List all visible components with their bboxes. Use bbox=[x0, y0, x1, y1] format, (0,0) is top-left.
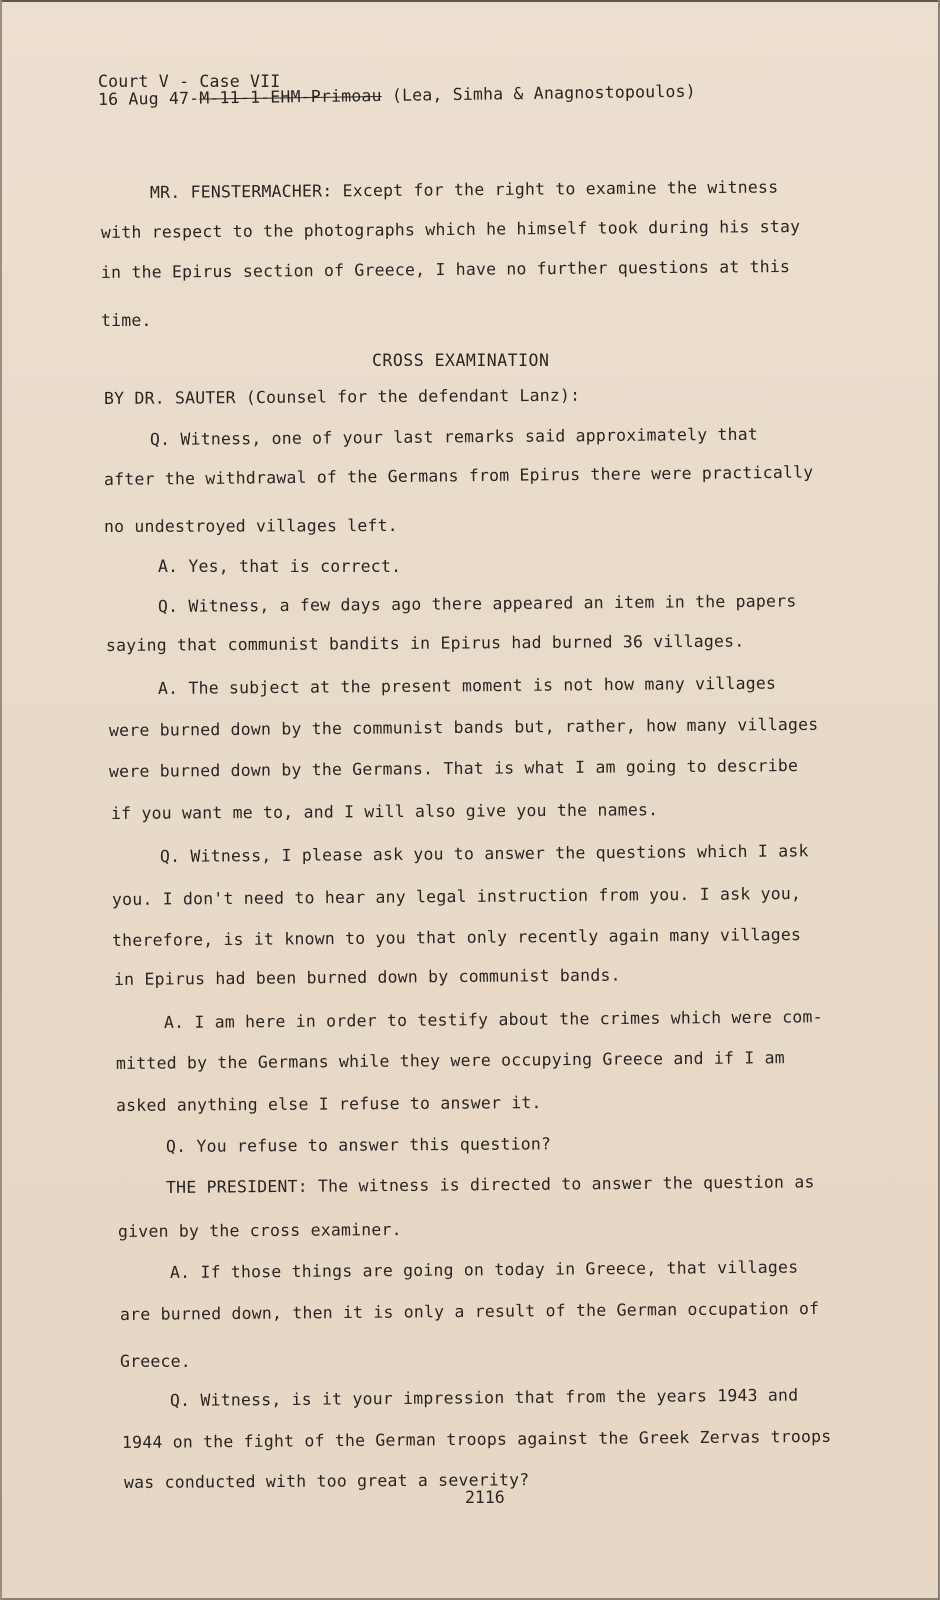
page-number: 2116 bbox=[465, 1488, 505, 1507]
transcript-line: asked anything else I refuse to answer it. bbox=[115, 1093, 542, 1115]
transcript-line: THE PRESIDENT: The witness is directed to answer the question as bbox=[165, 1172, 815, 1197]
transcript-line: saying that communist bandits in Epirus had burned 36 villages. bbox=[105, 631, 745, 655]
transcript-line: in the Epirus section of Greece, I have no further questions at this bbox=[100, 256, 791, 282]
transcript-line: BY DR. SAUTER (Counsel for the defendant Lanz): bbox=[103, 385, 581, 408]
transcript-line: in Epirus had been burned down by communist bands. bbox=[113, 965, 621, 989]
header-court-case: Court V - Case VII bbox=[98, 72, 281, 91]
transcript-line: after the withdrawal of the Germans from Epirus there were practically bbox=[103, 462, 814, 489]
transcript-line: no undestroyed villages left. bbox=[103, 515, 398, 536]
transcript-line: A. I am here in order to testify about the crimes which were com- bbox=[163, 1007, 823, 1032]
transcript-line: A. Yes, that is correct. bbox=[158, 557, 402, 576]
transcript-line: Q. Witness, I please ask you to answer the questions which I ask bbox=[159, 841, 809, 866]
header-date: 16 Aug 47- bbox=[97, 88, 200, 109]
transcript-line: A. The subject at the present moment is not how many villages bbox=[157, 673, 777, 698]
transcript-line: Greece. bbox=[120, 1352, 191, 1371]
transcript-line: therefore, is it known to you that only recently again many villages bbox=[111, 924, 802, 950]
transcript-line: were burned down by the Germans. That is what I am going to describe bbox=[108, 755, 799, 781]
transcript-line: you. I don't need to hear any legal instruction from you. I ask you, bbox=[111, 883, 802, 909]
transcript-line: Q. Witness, is it your impression that from the years 1943 and bbox=[169, 1385, 799, 1410]
transcript-line: was conducted with too great a severity? bbox=[123, 1470, 530, 1492]
transcript-line: time. bbox=[101, 311, 152, 330]
transcript-line: 1944 on the fight of the German troops against the Greek Zervas troops bbox=[121, 1426, 832, 1452]
transcript-line: Q. You refuse to answer this question? bbox=[165, 1134, 552, 1156]
page-edge-left bbox=[0, 0, 2, 1600]
transcript-line: are burned down, then it is only a result of the German occupation of bbox=[119, 1298, 820, 1324]
header-struck-code: M-11-1-EHM-Primoau bbox=[199, 86, 382, 108]
transcript-line: mitted by the Germans while they were occupying Greece and if I am bbox=[115, 1048, 785, 1073]
transcript-line: with respect to the photographs which he himself took during his stay bbox=[100, 216, 801, 242]
page-edge-top bbox=[0, 0, 940, 2]
transcript-line: Q. Witness, one of your last remarks said approximately that bbox=[149, 424, 759, 449]
transcript-line: were burned down by the communist bands but, rather, how many villages bbox=[108, 714, 819, 740]
section-heading: CROSS EXAMINATION bbox=[372, 351, 550, 370]
transcript-line: if you want me to, and I will also give you the names. bbox=[110, 800, 659, 823]
transcript-line: A. If those things are going on today in Greece, that villages bbox=[169, 1257, 799, 1282]
transcript-line: MR. FENSTERMACHER: Except for the right to examine the witness bbox=[149, 177, 779, 202]
header-reporters: (Lea, Simha & Anagnostopoulos) bbox=[381, 81, 696, 106]
transcript-line: Q. Witness, a few days ago there appeared an item in the papers bbox=[157, 591, 797, 616]
transcript-line: given by the cross examiner. bbox=[117, 1220, 402, 1241]
